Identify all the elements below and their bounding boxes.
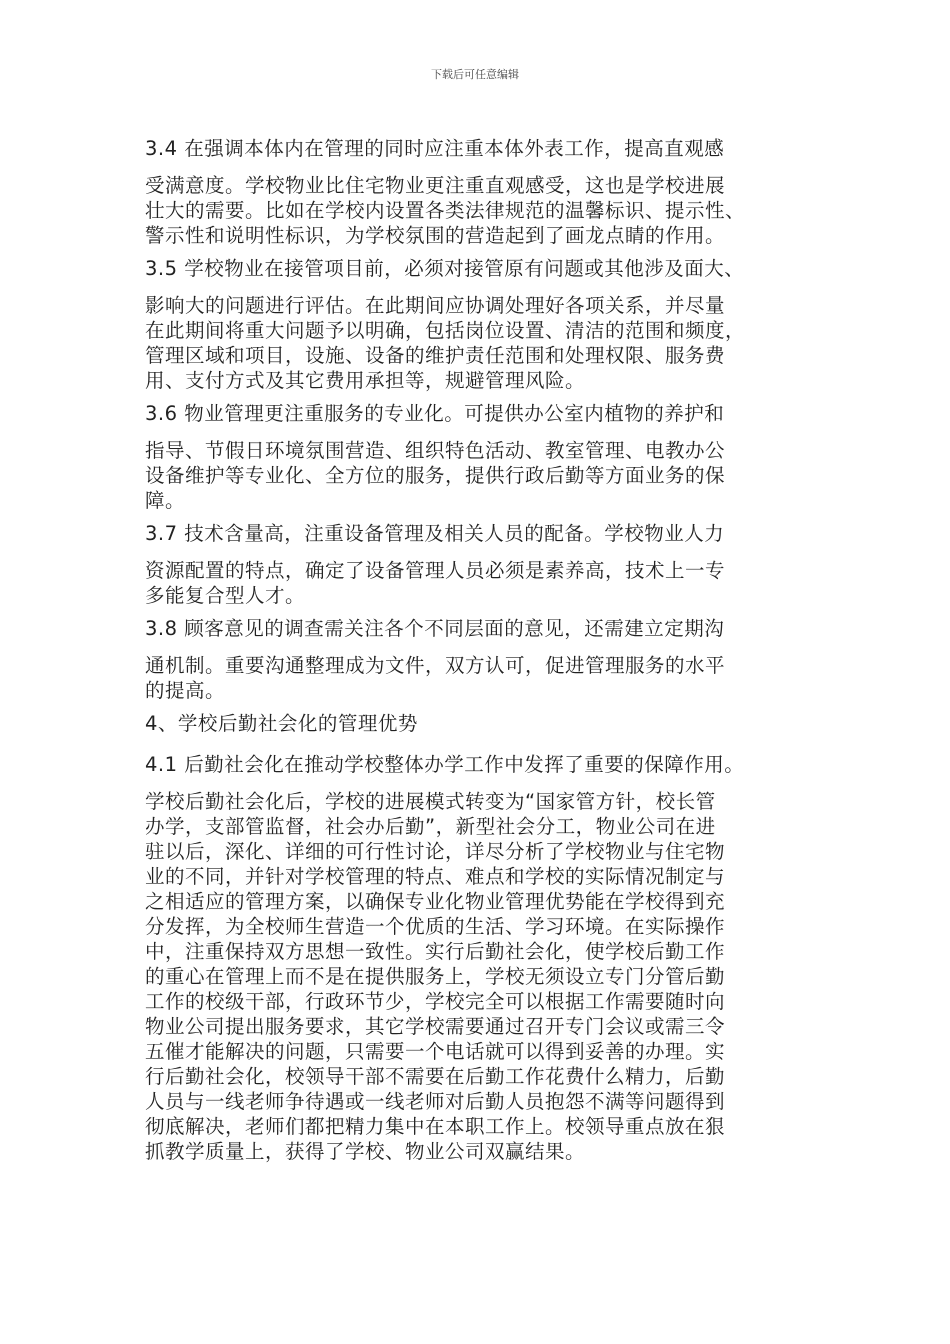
text-line: 壮大的需要。比如在学校内设置各类法律规范的温馨标识、提示性、 — [145, 199, 746, 222]
text-line: 行后勤社会化，校领导干部不需要在后勤工作花费什么精力，后勤 — [145, 1065, 726, 1088]
text-line: 通机制。重要沟通整理成为文件，双方认可，促进管理服务的水平 — [145, 654, 726, 677]
section-3-5-body — [145, 293, 825, 393]
text-line: 学校后勤社会化后，学校的进展模式转变为“国家管方针，校长管 — [145, 790, 716, 813]
text-line: 影响大的问题进行评估。在此期间应协调处理好各项关系，并尽量 — [145, 294, 726, 317]
section-3-6-lead: 3.6 物业管理更注重服务的专业化。可提供办公室内植物的养护和 — [145, 402, 725, 425]
section-3-7-body — [145, 558, 825, 608]
text-line: 指导、节假日环境氛围营造、组织特色活动、教室管理、电教办公 — [145, 439, 726, 462]
section-3-8-lead: 3.8 顾客意见的调查需关注各个不同层面的意见，还需建立定期沟 — [145, 617, 725, 640]
text-line: 驻以后，深化、详细的可行性讨论，详尽分析了学校物业与住宅物 — [145, 840, 726, 863]
text-line: 警示性和说明性标识，为学校氛围的营造起到了画龙点睛的作用。 — [145, 224, 726, 247]
text-line: 业的不同，并针对学校管理的特点、难点和学校的实际情况制定与 — [145, 865, 726, 888]
text-line: 办学，支部管监督，社会办后勤”，新型社会分工，物业公司在进 — [145, 815, 716, 838]
text-line: 多能复合型人才。 — [145, 584, 306, 607]
page-header: 下载后可任意编辑 — [431, 68, 519, 81]
text-line: 设备维护等专业化、全方位的服务，提供行政后勤等方面业务的保 — [145, 464, 726, 487]
text-line: 在此期间将重大问题予以明确，包括岗位设置、清洁的范围和频度， — [145, 319, 746, 342]
text-line: 的重心在管理上而不是在提供服务上，学校无须设立专门分管后勤 — [145, 965, 726, 988]
section-3-4-body — [145, 173, 825, 248]
text-line: 五催才能解决的问题，只需要一个电话就可以得到妥善的办理。实 — [145, 1040, 726, 1063]
text-line: 工作的校级干部，行政环节少，学校完全可以根据工作需要随时向 — [145, 990, 726, 1013]
section-3-8-body — [145, 653, 825, 703]
section-3-4-lead: 3.4 在强调本体内在管理的同时应注重本体外表工作，提高直观感 — [145, 137, 725, 160]
text-line: 分发挥，为全校师生营造一个优质的生活、学习环境。在实际操作 — [145, 915, 726, 938]
text-line: 受满意度。学校物业比住宅物业更注重直观感受，这也是学校进展 — [145, 174, 726, 197]
text-line: 抓教学质量上，获得了学校、物业公司双赢结果。 — [145, 1140, 586, 1163]
section-4-heading: 4、学校后勤社会化的管理优势 — [145, 712, 418, 735]
section-3-7-lead: 3.7 技术含量高，注重设备管理及相关人员的配备。学校物业人力 — [145, 522, 725, 545]
text-line: 资源配置的特点，确定了设备管理人员必须是素养高，技术上一专 — [145, 559, 726, 582]
text-line: 物业公司提出服务要求，其它学校需要通过召开专门会议或需三令 — [145, 1015, 726, 1038]
section-3-6-body — [145, 438, 825, 513]
text-line: 之相适应的管理方案，以确保专业化物业管理优势能在学校得到充 — [145, 890, 726, 913]
text-line: 人员与一线老师争待遇或一线老师对后勤人员抱怨不满等问题得到 — [145, 1090, 726, 1113]
text-line: 障。 — [145, 489, 186, 512]
section-4-1-body — [145, 789, 825, 1164]
text-line: 的提高。 — [145, 679, 226, 702]
text-line: 彻底解决，老师们都把精力集中在本职工作上。校领导重点放在狠 — [145, 1115, 726, 1138]
text-line: 中，注重保持双方思想一致性。实行后勤社会化，使学校后勤工作 — [145, 940, 726, 963]
text-line: 管理区域和项目，设施、设备的维护责任范围和处理权限、服务费 — [145, 344, 726, 367]
document-body — [145, 136, 825, 1164]
section-3-5-lead: 3.5 学校物业在接管项目前，必须对接管原有问题或其他涉及面大、 — [145, 257, 745, 280]
section-4-1-lead: 4.1 后勤社会化在推动学校整体办学工作中发挥了重要的保障作用。 — [145, 753, 745, 776]
text-line: 用、支付方式及其它费用承担等，规避管理风险。 — [145, 369, 586, 392]
